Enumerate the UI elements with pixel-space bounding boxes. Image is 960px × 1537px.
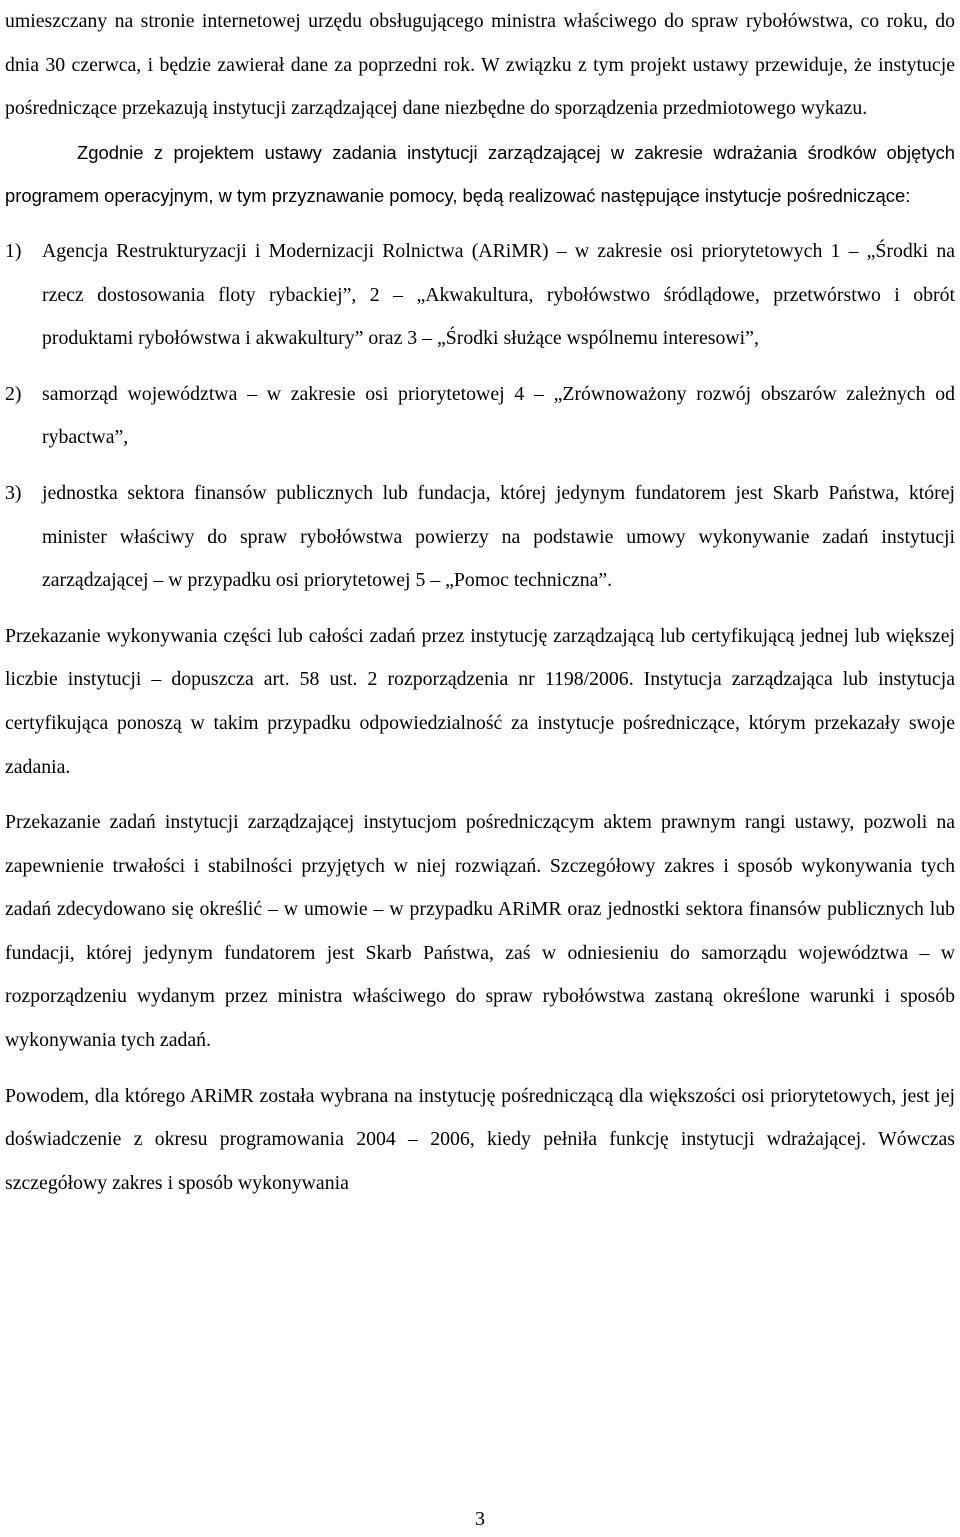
paragraph-statutory-basis: Przekazanie zadań instytucji zarządzającej instytucjom pośredniczącym aktem prawnym rangi ustawy, pozwoli na zapewnienie trwałości i stabilności przyjętych w niej rozwiązań. Szczegółowy zakres i sposób wykonywania tych zadań zdecydowano się określić – w umowie – w przypadku ARiMR oraz jednostki sektora finansów publicznych lub fundacji, której jedynym fundatorem jest Skarb Państwa, zaś w odniesieniu do samorządu województwa – w rozporządzeniu wydanym przez ministra właściwego do spraw rybołówstwa zastaną określone warunki i sposób wykonywania tych zadań. bbox=[5, 811, 955, 1052]
list-item bbox=[5, 472, 955, 603]
list-item bbox=[5, 373, 955, 460]
list-item-number: 3) bbox=[5, 481, 22, 504]
list-item-number: 1) bbox=[5, 239, 22, 262]
page-number: 3 bbox=[475, 1508, 485, 1530]
paragraph-arimr-reason: Powodem, dla którego ARiMR została wybrana na instytucję pośredniczącą dla większości osi priorytetowych, jest jej doświadczenie z okresu programowania 2004 – 2006, kiedy pełniła funkcję instytucji wdrażającej. Wówczas szczegółowy zakres i sposób wykonywania bbox=[5, 1084, 955, 1194]
paragraph-delegation: Przekazanie wykonywania części lub całości zadań przez instytucję zarządzającą lub certyfikującą jednej lub większej liczbie instytucji – dopuszcza art. 58 ust. 2 rozporządzenia nr 1198/2006. Instytucja zarządzająca lub instytucja certyfikująca ponoszą w takim przypadku odpowiedzialność za instytucje pośredniczące, którym przekazały swoje zadania. bbox=[5, 624, 955, 778]
list-item-text: jednostka sektora finansów publicznych lub fundacja, której jedynym fundatorem jest Skarb Państwa, której minister właściwy do spraw rybołówstwa powierzy na podstawie umowy wykonywanie zadań instytucji zarządzającej – w przypadku osi priorytetowej 5 – „Pomoc techniczna”. bbox=[42, 481, 955, 592]
list-item-text: samorząd województwa – w zakresie osi priorytetowej 4 – „Zrównoważony rozwój obszarów zależnych od rybactwa”, bbox=[42, 382, 955, 449]
document-page bbox=[5, 0, 955, 1205]
paragraph-intermediate-bodies: Zgodnie z projektem ustawy zadania instytucji zarządzającej w zakresie wdrażania środków objętych programem operacyjnym, w tym przyznawanie pomocy, będą realizować następujące instytucje pośredniczące: bbox=[5, 141, 955, 207]
paragraph-intro: umieszczany na stronie internetowej urzędu obsługującego ministra właściwego do spraw rybołówstwa, co roku, do dnia 30 czerwca, i będzie zawierał dane za poprzedni rok. W związku z tym projekt ustawy przewiduje, że instytucje pośredniczące przekazują instytucji zarządzającej dane niezbędne do sporządzenia przedmiotowego wykazu. bbox=[5, 10, 955, 120]
list-item-text: Agencja Restrukturyzacji i Modernizacji Rolnictwa (ARiMR) – w zakresie osi priorytetowych 1 – „Środki na rzecz dostosowania floty rybackiej”, 2 – „Akwakultura, rybołówstwo śródlądowe, przetwórstwo i obrót produktami rybołówstwa i akwakultury” oraz 3 – „Środki służące wspólnemu interesowi”, bbox=[42, 239, 955, 350]
list-item bbox=[5, 230, 955, 361]
list-item-number: 2) bbox=[5, 382, 22, 405]
